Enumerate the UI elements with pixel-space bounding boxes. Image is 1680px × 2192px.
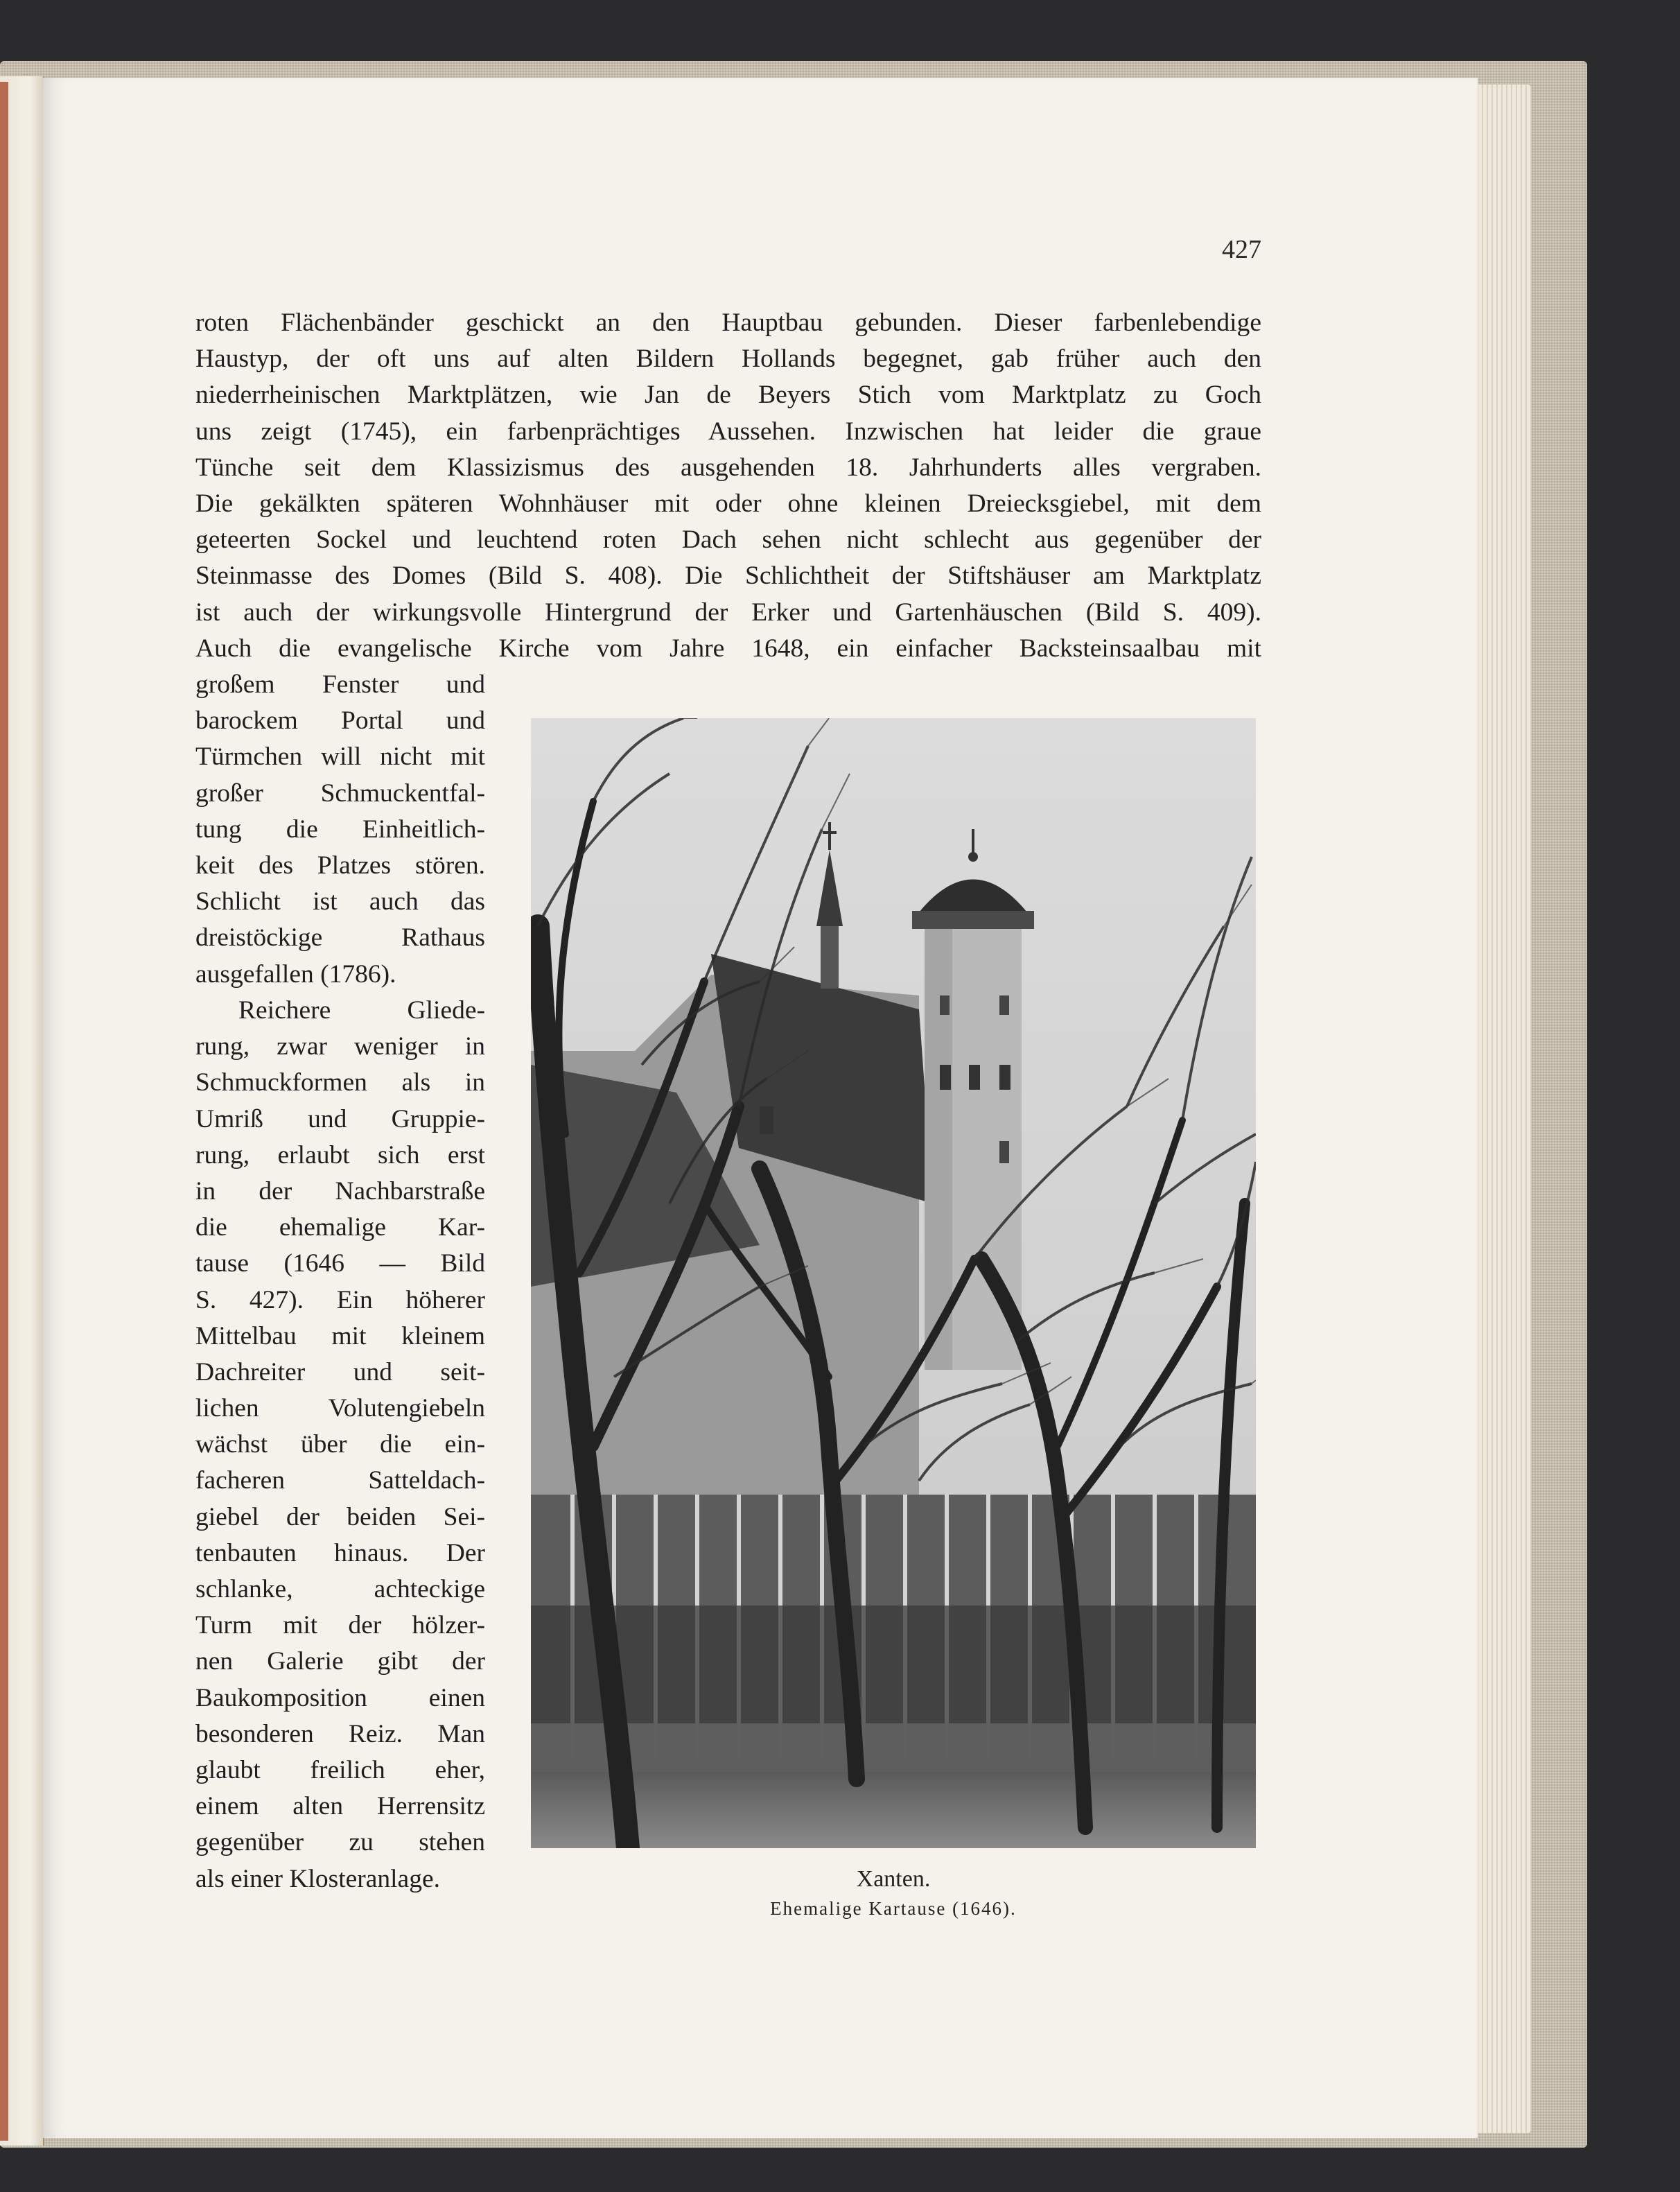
figure-caption-title: Xanten.	[856, 1866, 931, 1892]
text-line: Umriß und Gruppie-	[195, 1104, 485, 1133]
text-line: in der Nachbarstraße	[195, 1176, 485, 1206]
intro-paragraph	[195, 305, 1261, 667]
text-line: Schlicht ist auch das	[195, 887, 485, 916]
text-line: barockem Portal und	[195, 706, 485, 736]
red-page-edge	[0, 82, 8, 2141]
text-line: geteerten Sockel und leuchtend roten Dach sehen nicht schlecht aus gegenüber der	[195, 525, 1261, 555]
text-line: rung, zwar weniger in	[195, 1032, 485, 1061]
text-line: Türmchen will nicht mit	[195, 742, 485, 772]
text-line: Reichere Gliede-	[238, 996, 485, 1025]
text-line: tung die Einheitlich-	[195, 815, 485, 844]
text-line: großer Schmuckentfal-	[195, 778, 485, 808]
text-line: Steinmasse des Domes (Bild S. 408). Die Schlichtheit der Stiftshäuser am Marktplatz	[195, 562, 1261, 591]
text-line: S. 427). Ein höherer	[195, 1285, 485, 1314]
text-line: Tünche seit dem Klassizismus des ausgehenden 18. Jahrhunderts alles vergraben.	[195, 453, 1261, 482]
text-line: Haustyp, der oft uns auf alten Bildern Hollands begegnet, gab früher auch den	[195, 345, 1261, 374]
text-line: Dachreiter und seit-	[195, 1357, 485, 1386]
text-line: Mittelbau mit kleinem	[195, 1321, 485, 1350]
text-line: keit des Platzes stören.	[195, 851, 485, 880]
text-line: Auch die evangelische Kirche vom Jahre 1648, ein einfacher Backsteinsaalbau mit	[195, 634, 1261, 663]
text-line: einem alten Herrensitz	[195, 1792, 485, 1821]
text-line: die ehemalige Kar-	[195, 1213, 485, 1242]
text-line: Schmuckformen als in	[195, 1068, 485, 1097]
text-line: als einer Klosteranlage.	[195, 1864, 440, 1893]
text-line: giebel der beiden Sei-	[195, 1502, 485, 1531]
text-line: ausgefallen (1786).	[195, 959, 396, 989]
text-line: niederrheinischen Marktplätzen, wie Jan de Beyers Stich vom Marktplatz zu Goch	[195, 381, 1261, 410]
text-line: nen Galerie gibt der	[195, 1647, 485, 1676]
text-line: ist auch der wirkungsvolle Hintergrund der Erker und Gartenhäuschen (Bild S. 409).	[195, 598, 1261, 627]
text-line: tenbauten hinaus. Der	[195, 1538, 485, 1567]
text-line: glaubt freilich eher,	[195, 1755, 485, 1784]
column-paragraph-1	[195, 667, 485, 993]
text-line: Turm mit der hölzer-	[195, 1611, 485, 1640]
text-line: Baukomposition einen	[195, 1683, 485, 1712]
text-line: uns zeigt (1745), ein farbenprächtiges Aussehen. Inzwischen hat leider die graue	[195, 417, 1261, 446]
text-line: besonderen Reiz. Man	[195, 1719, 485, 1748]
column-paragraph-2	[195, 993, 485, 1897]
text-line: rung, erlaubt sich erst	[195, 1140, 485, 1169]
text-line: tause (1646 — Bild	[195, 1249, 485, 1278]
text-line: schlanke, achteckige	[195, 1575, 485, 1603]
text-line: Die gekälkten späteren Wohnhäuser mit oder ohne kleinen Dreiecksgiebel, mit dem	[195, 489, 1261, 518]
page-number: 427	[1222, 235, 1261, 264]
text-line: roten Flächenbänder geschickt an den Hauptbau gebunden. Dieser farbenlebendige	[195, 308, 1261, 337]
text-line: wächst über die ein-	[195, 1430, 485, 1459]
figure-caption-subtitle: Ehemalige Kartause (1646).	[770, 1898, 1017, 1919]
text-line: facheren Satteldach-	[195, 1466, 485, 1495]
text-line: großem Fenster und	[195, 670, 485, 699]
page-stack-edge	[1473, 85, 1532, 2133]
text-line: gegenüber zu stehen	[195, 1828, 485, 1857]
text-line: dreistöckige Rathaus	[195, 923, 485, 953]
photo-xanten-kartause	[531, 718, 1256, 1848]
text-line: lichen Volutengiebeln	[195, 1394, 485, 1423]
